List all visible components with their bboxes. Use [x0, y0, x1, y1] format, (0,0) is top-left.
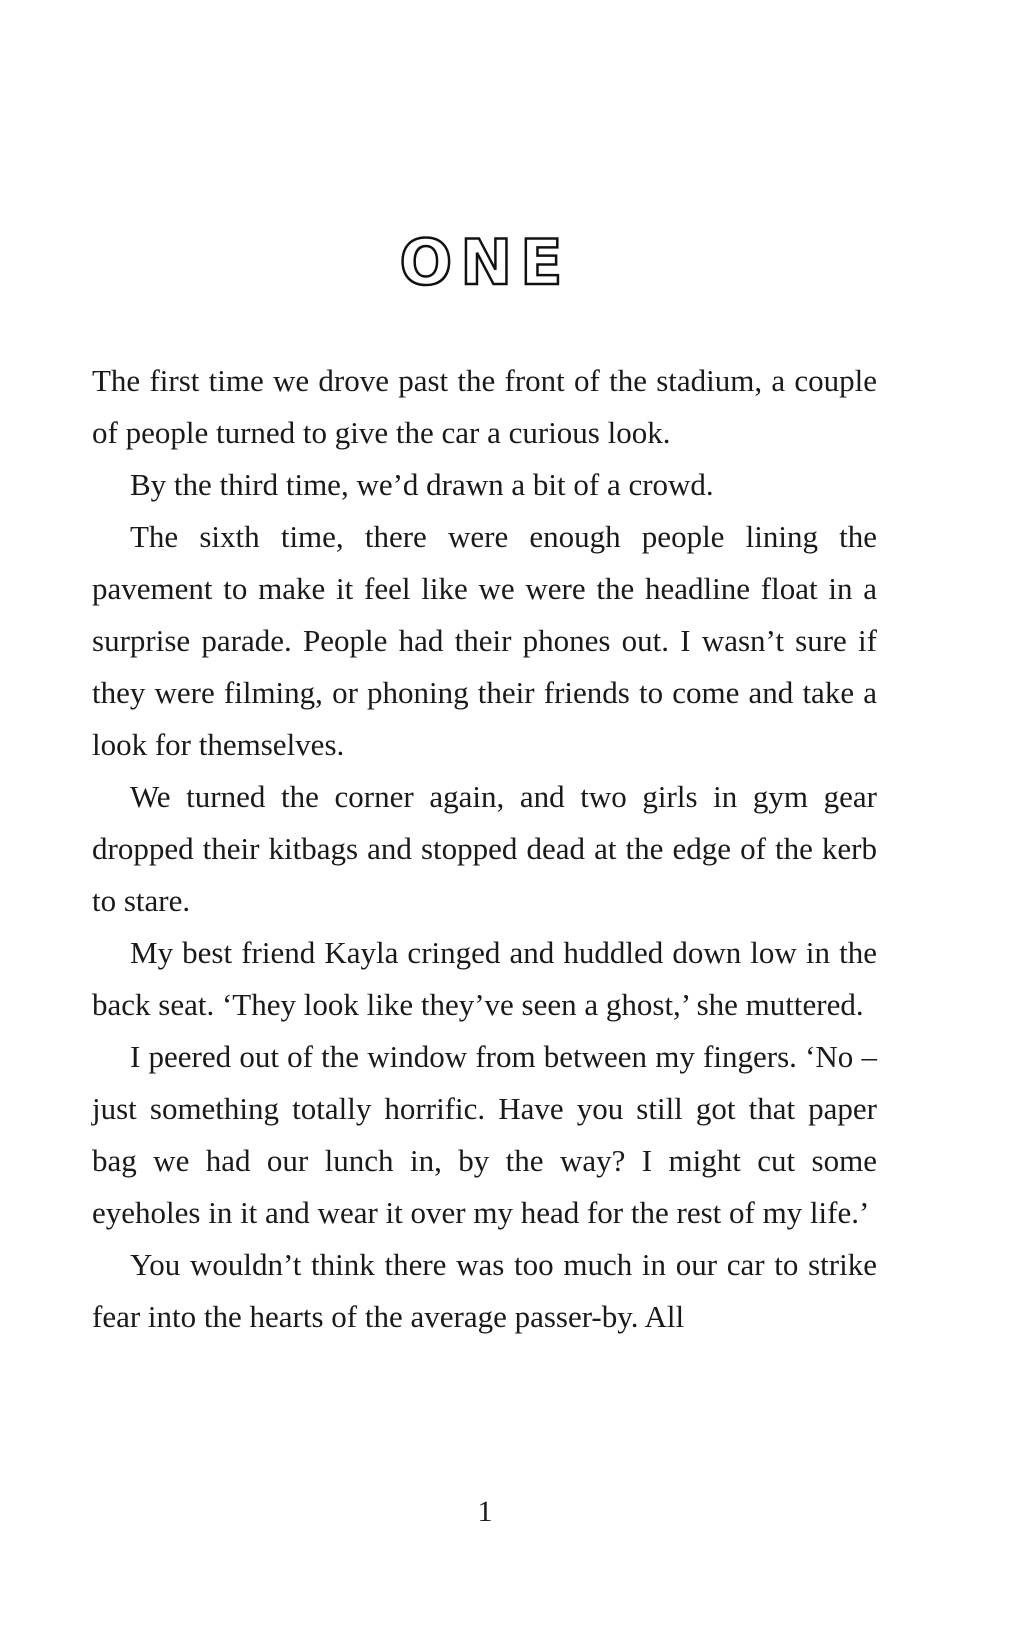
paragraph-1: The first time we drove past the front of the stadium, a couple of people turned to give the car a curious look.: [92, 363, 877, 450]
paragraph-5: My best friend Kayla cringed and huddled down low in the back seat. ‘They look like they’ve seen a ghost,’ she muttered.: [92, 935, 877, 1022]
chapter-body: [92, 355, 877, 1343]
page-number: 1: [477, 1495, 493, 1528]
chapter-title: ONE: [399, 226, 571, 299]
paragraph-2: By the third time, we’d drawn a bit of a crowd.: [130, 467, 714, 502]
paragraph-4: We turned the corner again, and two girls in gym gear dropped their kitbags and stopped dead at the edge of the kerb to stare.: [92, 779, 877, 918]
paragraph-7: You wouldn’t think there was too much in our car to strike fear into the hearts of the average passer-by. All: [92, 1247, 877, 1334]
paragraph-3: The sixth time, there were enough people lining the pavement to make it feel like we were the headline float in a surprise parade. People had their phones out. I wasn’t sure if they were filming, or phoning their friends to come and take a look for themselves.: [92, 519, 877, 762]
paragraph-6: I peered out of the window from between my fingers. ‘No – just something totally horrific. Have you still got that paper bag we had our lunch in, by the way? I might cut some eyeholes in it and wear it over my head for the rest of my life.’: [92, 1039, 877, 1230]
